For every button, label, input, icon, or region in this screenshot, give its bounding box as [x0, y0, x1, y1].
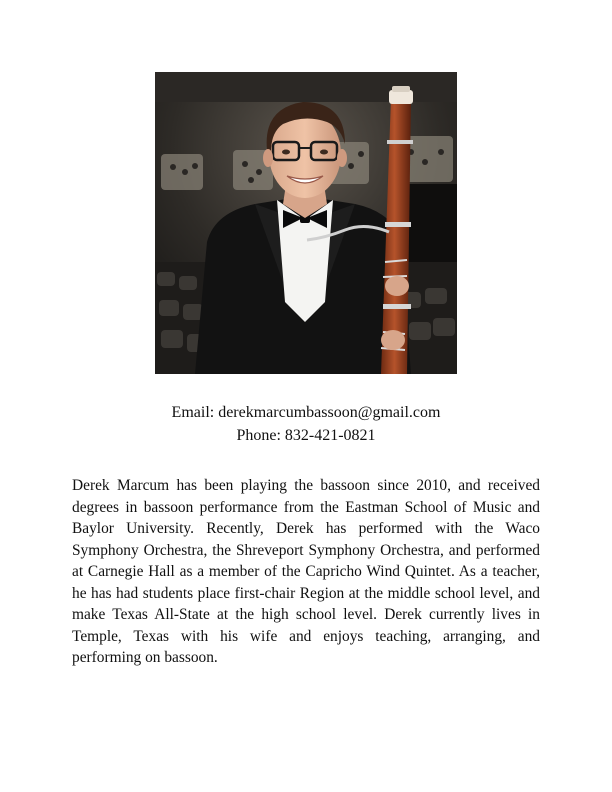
phone-line: Phone: 832-421-0821 — [236, 427, 376, 444]
biography-paragraph: Derek Marcum has been playing the bassoon since 2010, and received degrees in bassoon performance from the Eastman School of Music and Baylor University. Recently, Derek has performed with the Waco Symphony Orchestra, the Shreveport Symphony Orchestra, and performed at Carnegie Hall as a member of the Capricho Wind Quintet. As a teacher, he has had students place first-chair Region at the middle school level, and make Texas All-State at the high school level. Derek currently lives in Temple, Texas with his wife and enjoys teaching, arranging, and performing on bassoon. — [72, 477, 540, 666]
email-line: Email: derekmarcumbassoon@gmail.com — [171, 404, 441, 421]
portrait-photo — [155, 72, 457, 374]
